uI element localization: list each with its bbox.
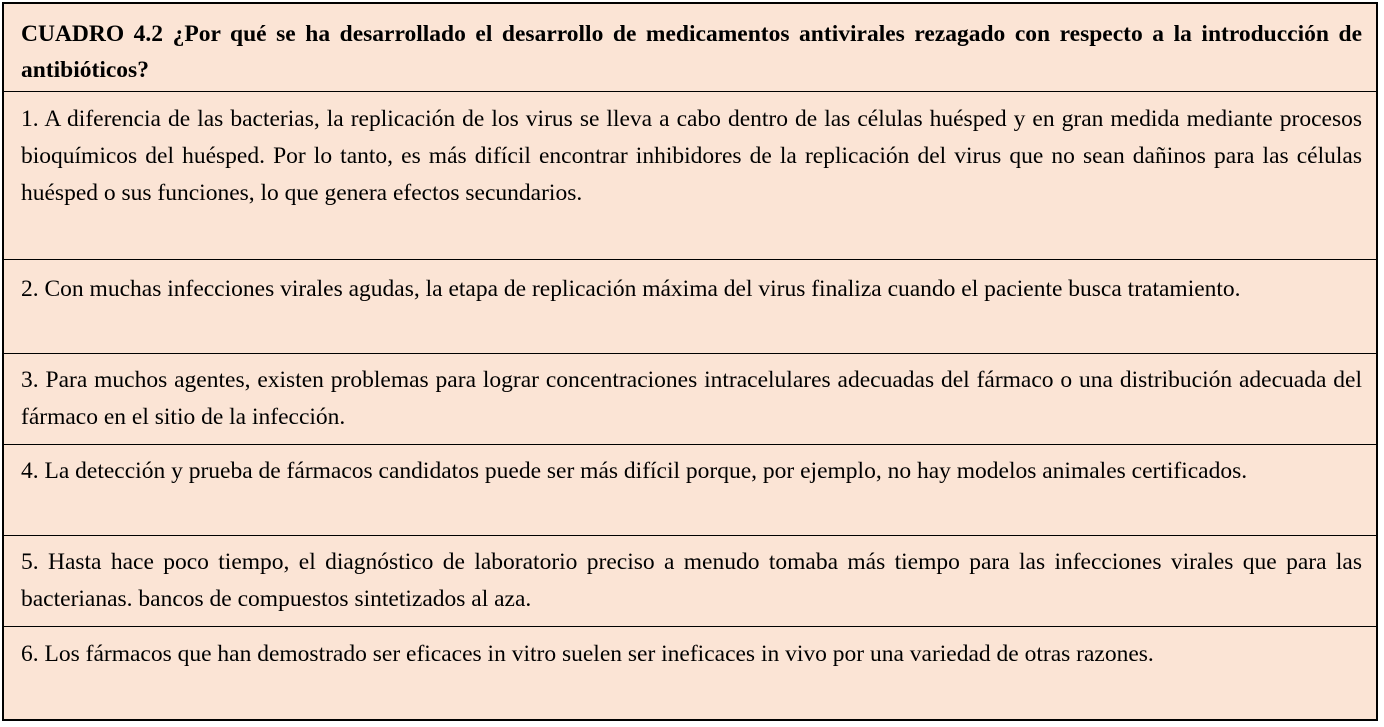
- row-divider: [4, 353, 1376, 354]
- box-title: CUADRO 4.2 ¿Por qué se ha desarrollado el desarrollo de medicamentos antivirales rezagado con respecto a la introducción de antibióticos?: [4, 4, 1376, 92]
- row-divider: [4, 626, 1376, 627]
- list-item-2: 2. Con muchas infecciones virales agudas, la etapa de replicación máxima del virus finaliza cuando el paciente busca tratamiento.: [21, 276, 1241, 302]
- table-box: [2, 2, 1378, 721]
- list-item-1: 1. A diferencia de las bacterias, la replicación de los virus se lleva a cabo dentro de las células huésped y en gran medida mediante procesos bioquímicos del huésped. Por lo tanto, es más difícil encontrar inhibidores de la replicación del virus que no sean dañinos para las células huésped o sus funciones, lo que genera efectos secundarios.: [21, 106, 1362, 206]
- row-divider: [4, 259, 1376, 260]
- row-divider: [4, 535, 1376, 536]
- list-item-6: 6. Los fármacos que han demostrado ser eficaces in vitro suelen ser ineficaces in vivo por una variedad de otras razones.: [21, 641, 1154, 667]
- list-item-4: 4. La detección y prueba de fármacos candidatos puede ser más difícil porque, por ejemplo, no hay modelos animales certificados.: [21, 458, 1248, 484]
- row-divider: [4, 444, 1376, 445]
- list-item-3: 3. Para muchos agentes, existen problemas para lograr concentraciones intracelulares adecuadas del fármaco o una distribución adecuada del fármaco en el sitio de la infección.: [21, 367, 1362, 430]
- list-item-5: 5. Hasta hace poco tiempo, el diagnóstico de laboratorio preciso a menudo tomaba más tiempo para las infecciones virales que para las bacterianas. bancos de compuestos sintetizados al aza.: [21, 549, 1362, 612]
